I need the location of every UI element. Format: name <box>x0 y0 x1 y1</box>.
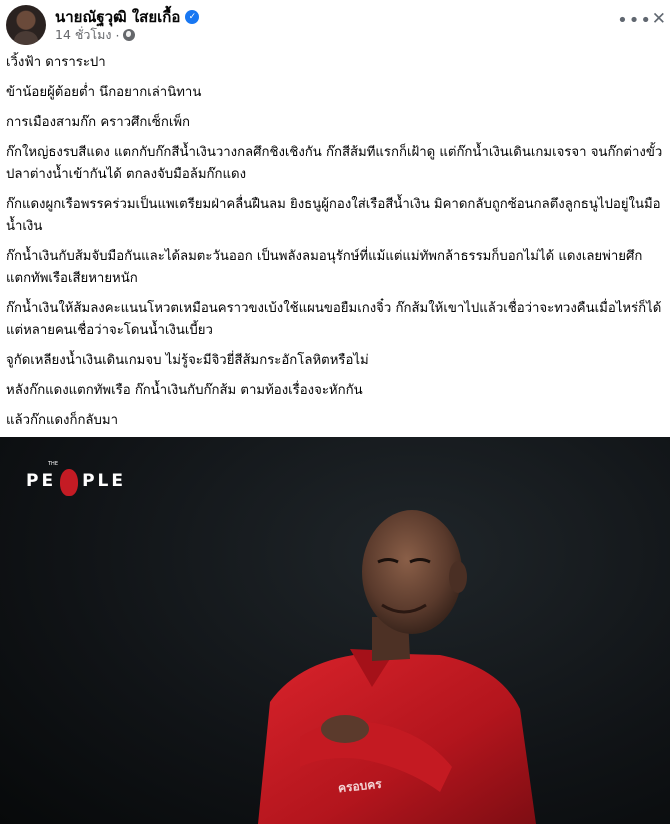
logo-small-text: THE <box>48 461 58 467</box>
head <box>362 510 462 634</box>
close-icon[interactable]: ✕ <box>651 9 666 29</box>
meta-separator: · <box>115 27 120 43</box>
globe-icon[interactable] <box>123 29 135 41</box>
post-paragraph: ก๊กน้ำเงินกับส้มจับมือกันและได้ลมตะวันออก เป็นพลังลมอนุรักษ์ที่แม้แต่แม่ทัพกล้าธรรมก็บอกไม่ได้ แดงเลยพ่ายศึกแตกทัพเรือเสียหายหนัก <box>6 249 643 286</box>
post-paragraph: ข้าน้อยผู้ต้อยต่ำ นึกอยากเล่านิทาน <box>6 85 202 100</box>
shirt-print: ครอบคร <box>337 776 383 796</box>
person-illustration <box>0 437 670 824</box>
post-body <box>6 52 664 470</box>
author-name[interactable]: นายณัฐวุฒิ ใสยเกื้อ <box>55 8 181 26</box>
post-paragraph: ก๊กน้ำเงินให้ส้มลงคะแนนโหวตเหมือนคราวขงเบ้งใช้แผนขอยืมเกงจิ๋ว ก๊กส้มให้เขาไปแล้วเชื่อว่าจะทวงคืนเมื่อไหร่ก็ได้ แต่หลายคนเชื่อว่าจะโดนน้ำเงินเบี้ยว <box>6 301 662 338</box>
post-paragraph: การเมืองสามก๊ก คราวศึกเซ็กเพ็ก <box>6 115 191 130</box>
logo-text-right: PLE <box>82 470 126 491</box>
author-avatar[interactable] <box>6 5 46 45</box>
post-paragraph: เวิ้งฟ้า ดาราระปา <box>6 55 106 70</box>
hand <box>321 715 369 743</box>
post-paragraph: จูกัดเหลียงน้ำเงินเดินเกมจบ ไม่รู้จะมีจิวยี่สีส้มกระอักโลหิตหรือไม่ <box>6 353 369 368</box>
ear <box>449 561 467 593</box>
more-options-icon[interactable]: ••• <box>617 10 652 31</box>
post-meta <box>55 25 135 45</box>
logo-text-left: PE <box>26 470 57 491</box>
post-photo[interactable] <box>0 437 670 824</box>
post-paragraph: หลังก๊กแดงแตกทัพเรือ ก๊กน้ำเงินกับก๊กส้ม ตามท้องเรื่องจะหักกัน <box>6 383 363 398</box>
post-header <box>0 0 670 48</box>
post-paragraph: แล้วก๊กแดงก็กลับมา <box>6 413 118 428</box>
post-paragraph: ก๊กแดงผูกเรือพรรคร่วมเป็นแพเตรียมฝ่าคลื่นฝืนลม ยิงธนูผู้กองใส่เรือสีน้ำเงิน มิคาดกลับถูกซ้อนกลตึงลูกธนูไปอยู่ในมือน้ำเงิน <box>6 197 661 234</box>
post-paragraph: ก๊กใหญ่ธงรบสีแดง แตกกับก๊กสีน้ำเงินวางกลศึกชิงเชิงกัน ก๊กสีส้มทีแรกก็เฝ้าดู แต่ก๊กน้ำเงินเดินเกมเจรจา จนก๊กต่างขั้วปลาต่างน้ำเข้ากันได้ ตกลงจับมือล้มก๊กแดง <box>6 145 663 182</box>
verified-badge-icon: ✓ <box>185 10 199 24</box>
post-timestamp[interactable]: 14 ชั่วโมง <box>55 27 112 42</box>
